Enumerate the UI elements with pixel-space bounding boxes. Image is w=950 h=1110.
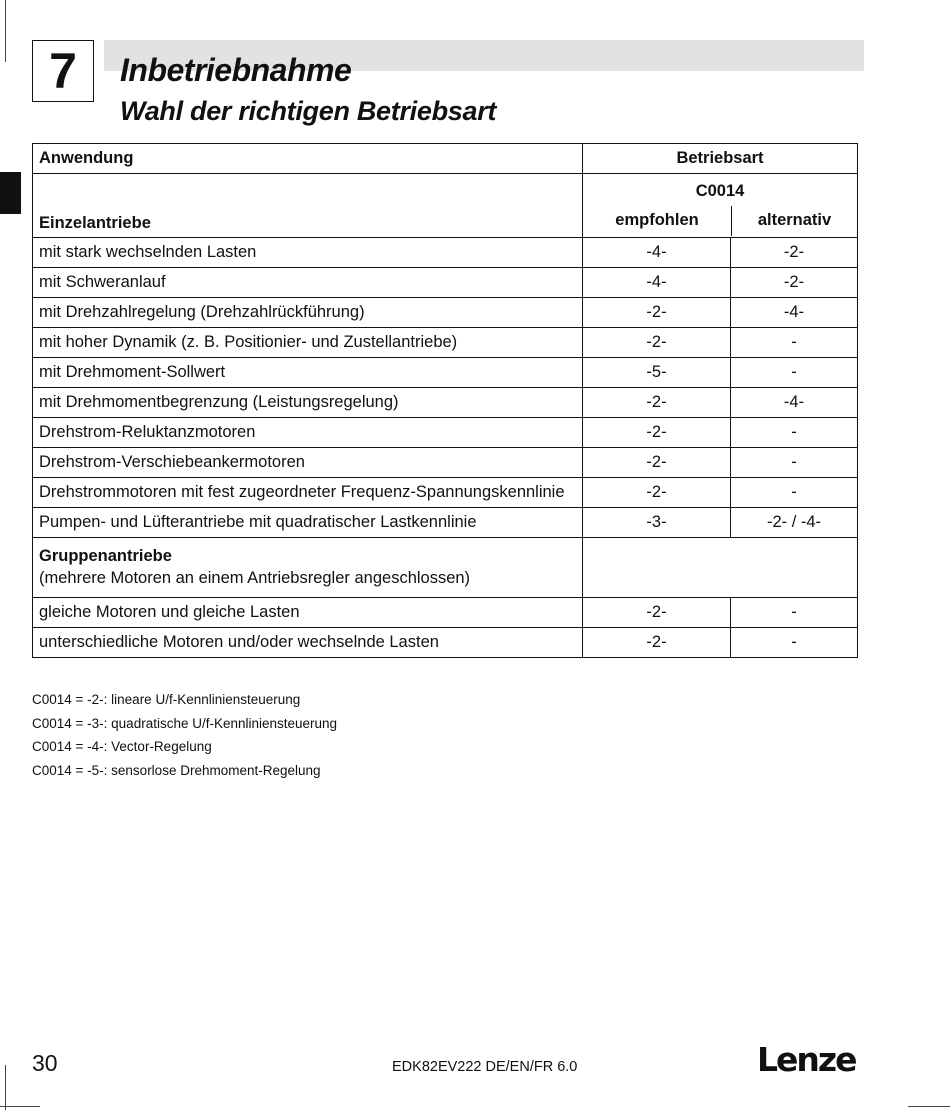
row-alternative: - — [731, 418, 858, 448]
legend-item: C0014 = -2-: lineare U/f-Kennliniensteuerung — [32, 692, 301, 707]
group-empty-cell — [583, 538, 858, 598]
document-reference: EDK82EV222 DE/EN/FR 6.0 — [392, 1059, 578, 1075]
page-number: 30 — [32, 1050, 58, 1076]
row-application: mit Schweranlauf — [33, 268, 583, 298]
row-application: Drehstrom-Reluktanzmotoren — [33, 418, 583, 448]
group-note: (mehrere Motoren an einem Antriebsregler angeschlossen) — [39, 569, 471, 587]
row-application: Drehstrom-Verschiebeankermotoren — [33, 448, 583, 478]
row-application: mit Drehmomentbegrenzung (Leistungsregelung) — [33, 388, 583, 418]
crop-mark-top-left — [5, 0, 6, 62]
row-application: mit Drehzahlregelung (Drehzahlrückführung) — [33, 298, 583, 328]
header-recommended: empfohlen — [583, 206, 732, 236]
row-recommended: -2- — [583, 448, 731, 478]
row-application: mit stark wechselnden Lasten — [33, 238, 583, 268]
table-row — [33, 298, 858, 328]
table-row — [33, 508, 858, 538]
crop-mark-bottom-right-h — [908, 1106, 950, 1107]
crop-mark-bottom-left — [5, 1065, 6, 1110]
side-tab-marker — [0, 172, 21, 214]
row-alternative: - — [731, 598, 858, 628]
row-application: Pumpen- und Lüfterantriebe mit quadratischer Lastkennlinie — [33, 508, 583, 538]
row-alternative: - — [731, 358, 858, 388]
table-row — [33, 628, 858, 658]
row-recommended: -2- — [583, 328, 731, 358]
row-recommended: -2- — [583, 478, 731, 508]
row-recommended: -2- — [583, 418, 731, 448]
table-row — [33, 268, 858, 298]
row-application: unterschiedliche Motoren und/oder wechselnde Lasten — [33, 628, 583, 658]
crop-mark-bottom-left-h — [0, 1106, 40, 1107]
table-row — [33, 238, 858, 268]
page-title: Inbetriebnahme — [120, 52, 352, 88]
header-code-cell — [583, 174, 858, 238]
table-row — [33, 418, 858, 448]
row-alternative: -2- — [731, 268, 858, 298]
header-single-drives: Einzelantriebe — [33, 174, 583, 238]
group-header-cell — [33, 538, 583, 598]
row-recommended: -4- — [583, 268, 731, 298]
row-recommended: -2- — [583, 298, 731, 328]
row-alternative: -2- — [731, 238, 858, 268]
header-mode: Betriebsart — [583, 144, 858, 174]
operating-mode-table — [32, 143, 858, 658]
table-row — [33, 328, 858, 358]
header-application: Anwendung — [33, 144, 583, 174]
row-recommended: -2- — [583, 598, 731, 628]
legend-item: C0014 = -3-: quadratische U/f-Kennliniensteuerung — [32, 715, 338, 731]
legend-item: C0014 = -5-: sensorlose Drehmoment-Regelung — [32, 762, 321, 778]
row-recommended: -2- — [583, 388, 731, 418]
row-application: mit Drehmoment-Sollwert — [33, 358, 583, 388]
row-alternative: - — [731, 478, 858, 508]
row-alternative: - — [731, 328, 858, 358]
row-alternative: -2- / -4- — [731, 508, 858, 538]
row-application: gleiche Motoren und gleiche Lasten — [33, 598, 583, 628]
header-alternative: alternativ — [757, 211, 832, 229]
page-subtitle: Wahl der richtigen Betriebsart — [120, 96, 497, 126]
header-code: C0014 — [695, 182, 745, 200]
table-row — [33, 358, 858, 388]
table-row — [33, 388, 858, 418]
row-alternative: - — [731, 448, 858, 478]
lenze-logo: Lenze — [757, 1040, 856, 1079]
chapter-number: 7 — [32, 40, 94, 102]
row-recommended: -3- — [583, 508, 731, 538]
legend-item: C0014 = -4-: Vector-Regelung — [32, 739, 212, 754]
row-recommended: -4- — [583, 238, 731, 268]
row-alternative: -4- — [731, 298, 858, 328]
row-application: Drehstrommotoren mit fest zugeordneter Frequenz-Spannungskennlinie — [33, 478, 583, 508]
table-row — [33, 448, 858, 478]
legend — [32, 688, 337, 782]
row-recommended: -2- — [583, 628, 731, 658]
table-row — [33, 598, 858, 628]
group-header-row — [33, 538, 858, 598]
table-row — [33, 478, 858, 508]
row-recommended: -5- — [583, 358, 731, 388]
table-subheader-row — [33, 174, 858, 238]
row-application: mit hoher Dynamik (z. B. Positionier- und Zustellantriebe) — [33, 328, 583, 358]
group-title: Gruppenantriebe — [39, 547, 172, 565]
row-alternative: -4- — [731, 388, 858, 418]
table-header-row — [33, 144, 858, 174]
row-alternative: - — [731, 628, 858, 658]
